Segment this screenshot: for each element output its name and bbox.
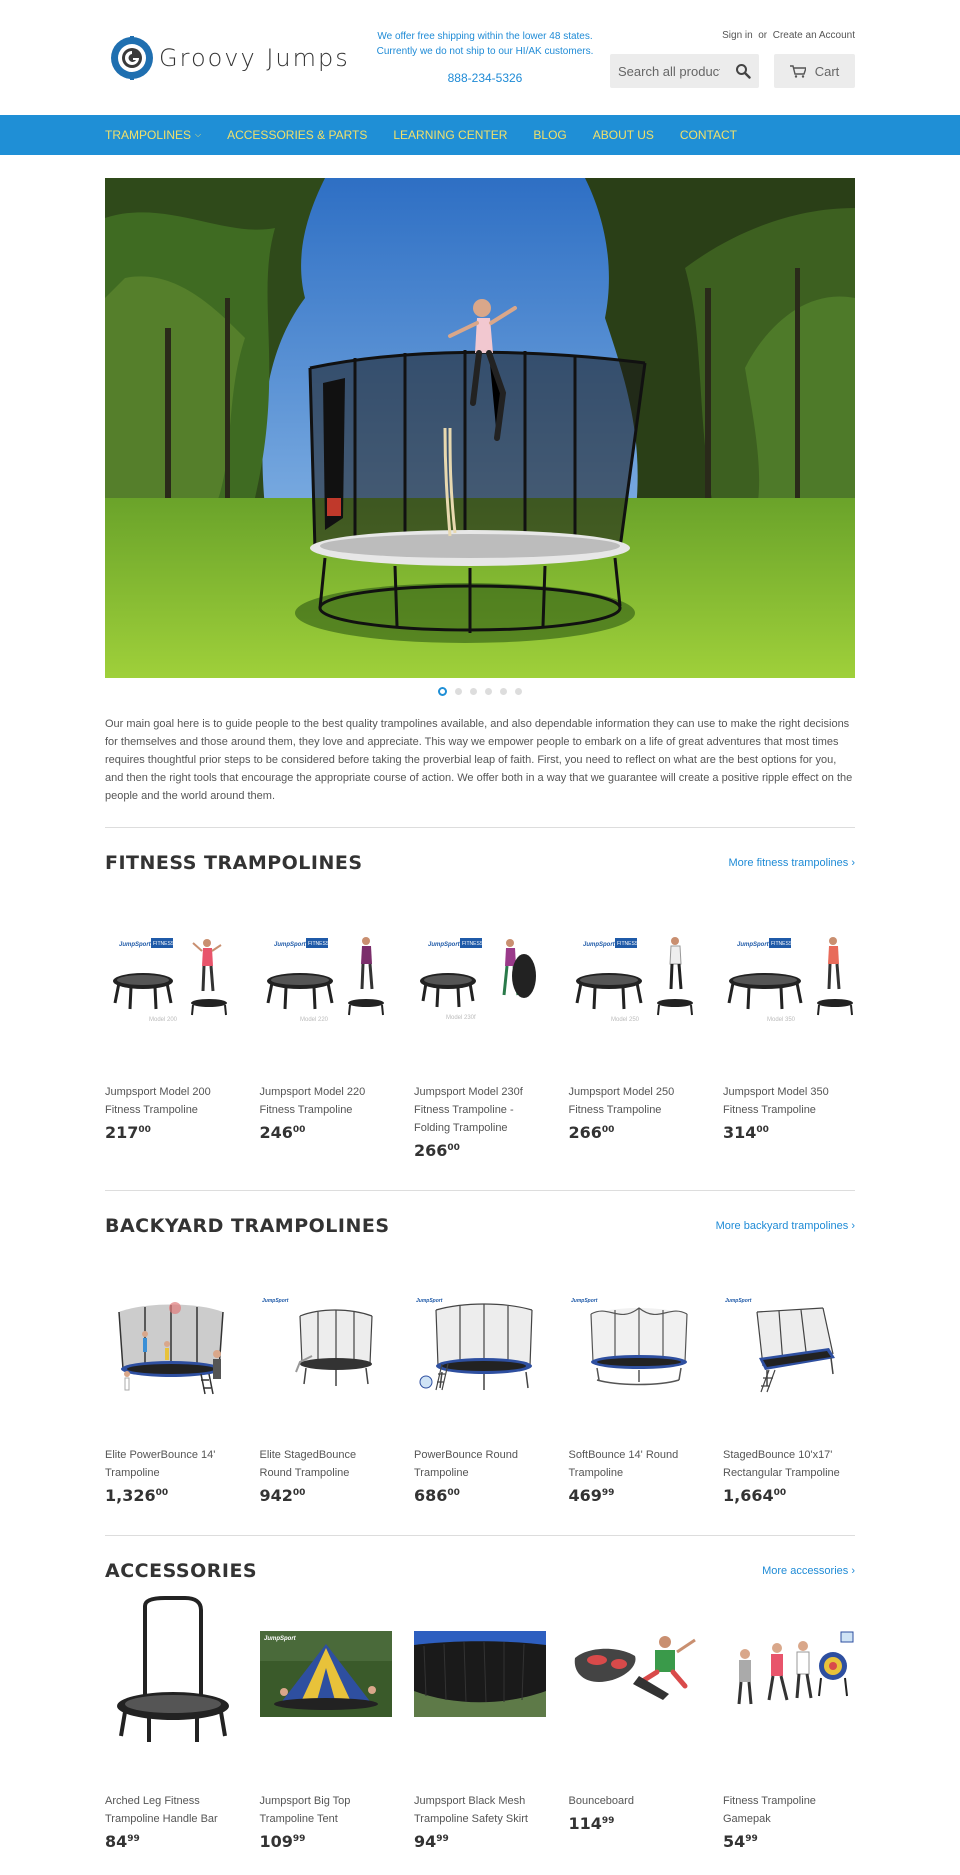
price-main: 217: [105, 1123, 139, 1142]
product-card[interactable]: [569, 931, 701, 1160]
price-cents: 99: [436, 1834, 449, 1844]
price-main: 942: [259, 1486, 293, 1505]
section-title: BACKYARD TRAMPOLINES: [105, 1215, 390, 1237]
product-price: [723, 1832, 855, 1851]
slider-dot[interactable]: [455, 688, 462, 695]
price-cents: 00: [773, 1488, 787, 1498]
price-cents: 99: [601, 1816, 615, 1826]
model-label: Model 230f: [446, 1015, 476, 1021]
nav-item-label: TRAMPOLINES: [105, 128, 192, 142]
product-card[interactable]: [260, 931, 392, 1160]
price-main: 314: [723, 1123, 757, 1142]
product-price: [569, 1814, 701, 1833]
price-cents: 00: [447, 1488, 460, 1498]
product-name[interactable]: Bounceboard: [568, 1795, 634, 1807]
logo-text: Groovy Jumps: [159, 44, 350, 72]
shipping-line-2: Currently we do not ship to our HI/AK customers.: [376, 46, 594, 57]
product-name[interactable]: Jumpsport Model 200 Fitness Trampoline: [105, 1086, 211, 1116]
hero-trampoline-illustration: [105, 178, 855, 678]
product-card[interactable]: [105, 1294, 237, 1505]
product-image: [723, 1596, 855, 1759]
price-cents: 99: [601, 1488, 615, 1498]
product-price: [260, 1832, 392, 1851]
product-name[interactable]: Jumpsport Model 250 Fitness Trampoline: [568, 1086, 675, 1116]
product-card[interactable]: [414, 1596, 546, 1851]
nav-item-label: CONTACT: [679, 128, 737, 142]
fitness-badge-text: FITNESS: [616, 941, 638, 947]
section-divider: [105, 1190, 855, 1191]
nav-item-label: LEARNING CENTER: [393, 128, 508, 142]
more-backyard-link[interactable]: More backyard trampolines ›: [715, 1220, 855, 1232]
slider-dot[interactable]: [515, 688, 522, 695]
shipping-notice: [375, 29, 595, 59]
model-label: Model 250: [610, 1017, 639, 1023]
brand-logo-text: JumpSport: [273, 942, 306, 948]
main-content: [105, 178, 855, 1851]
product-name[interactable]: Jumpsport Model 350 Fitness Trampoline: [723, 1086, 829, 1116]
product-name[interactable]: Elite PowerBounce 14' Trampoline: [105, 1449, 216, 1479]
account-links: [722, 30, 855, 41]
product-image: [569, 931, 701, 1051]
product-name[interactable]: StagedBounce 10'x17' Rectangular Trampoline: [723, 1449, 840, 1479]
nav-item-label: BLOG: [533, 128, 567, 142]
price-main: 94: [414, 1832, 437, 1851]
cart-icon: [790, 65, 806, 78]
model-label: Model 350: [767, 1017, 796, 1023]
nav-item-accessories-parts[interactable]: [227, 128, 367, 142]
product-price: [105, 1123, 237, 1142]
price-main: 84: [105, 1832, 128, 1851]
product-price: [414, 1141, 546, 1160]
product-name[interactable]: SoftBounce 14' Round Trampoline: [568, 1449, 679, 1479]
price-cents: 99: [292, 1834, 306, 1844]
brand-logo-text: JumpSport: [582, 942, 615, 948]
price-cents: 00: [292, 1125, 306, 1135]
product-price: [569, 1486, 701, 1505]
price-main: 1,326: [105, 1486, 156, 1505]
product-image: [569, 1596, 701, 1759]
price-cents: 00: [601, 1125, 615, 1135]
intro-paragraph: Our main goal here is to guide people to the best quality trampolines available, and also dependable information they can use to make the right decisions for themselves and those around them, they love and appreciate. This way we empower people to embark on a life of great adventures that most times requires thoughtful prior steps to be considered before taking the proverbial leap of faith. First, you need to reflect on what are the best options for you, and then the right tools that encourage the appropriate course of action. We offer both in a way that we guarantee will create a positive ripple effect on the people and the world around them.: [105, 718, 853, 802]
product-price: [105, 1486, 237, 1505]
price-main: 1,664: [723, 1486, 774, 1505]
price-main: 246: [259, 1123, 293, 1142]
product-card[interactable]: [723, 931, 855, 1160]
fitness-badge-text: FITNESS: [307, 941, 329, 947]
more-accessories-link[interactable]: More accessories ›: [762, 1565, 855, 1577]
product-card[interactable]: [569, 1596, 701, 1851]
product-price: [260, 1486, 392, 1505]
section-header: [105, 852, 855, 874]
fitness-section: [105, 852, 855, 1160]
product-price: [260, 1123, 392, 1142]
brand-logo-text: JumpSport: [261, 1298, 288, 1304]
section-divider: [105, 827, 855, 828]
product-image: [105, 1596, 237, 1759]
section-title: FITNESS TRAMPOLINES: [105, 852, 363, 874]
brand-logo-text: JumpSport: [570, 1298, 597, 1304]
logo[interactable]: [110, 36, 350, 80]
section-divider: [105, 1535, 855, 1536]
product-price: [723, 1123, 855, 1142]
slider-dot[interactable]: [438, 687, 447, 696]
brand-logo-text: JumpSport: [737, 942, 769, 948]
product-name[interactable]: Elite StagedBounce Round Trampoline: [259, 1449, 357, 1479]
product-card[interactable]: [569, 1294, 701, 1505]
price-main: 109: [259, 1832, 293, 1851]
product-card[interactable]: [414, 1294, 546, 1505]
model-label: Model 220: [299, 1017, 328, 1023]
hero-slide-image[interactable]: [105, 178, 855, 678]
product-name[interactable]: Jumpsport Model 230f Fitness Trampoline - Folding Trampoline: [414, 1086, 523, 1134]
price-cents: 00: [292, 1488, 306, 1498]
logo-mark-icon: [110, 36, 154, 80]
price-main: 469: [568, 1486, 602, 1505]
product-image: [105, 1294, 237, 1414]
nav-item-about-us[interactable]: [593, 128, 654, 142]
product-card[interactable]: [260, 1294, 392, 1505]
create-account-link[interactable]: Create an Account: [772, 30, 855, 41]
price-cents: 00: [756, 1125, 769, 1135]
product-price: [723, 1486, 855, 1505]
product-image: [260, 1596, 392, 1759]
search-icon[interactable]: [735, 63, 751, 79]
brand-logo-text: JumpSport: [428, 942, 460, 948]
product-name[interactable]: Jumpsport Model 220 Fitness Trampoline: [259, 1086, 366, 1116]
section-title: ACCESSORIES: [105, 1560, 258, 1582]
product-image: [260, 931, 392, 1051]
price-main: 114: [568, 1814, 602, 1833]
product-image: [105, 931, 237, 1051]
chevron-down-icon: ⌵: [195, 130, 202, 139]
nav-item-label: ABOUT US: [592, 128, 654, 142]
fitness-badge-text: FITNESS: [771, 941, 793, 947]
product-grid: [105, 1294, 855, 1505]
search-box: [610, 54, 759, 88]
price-cents: 99: [745, 1834, 758, 1844]
product-price: [569, 1123, 701, 1142]
slider-dot[interactable]: [500, 688, 507, 695]
product-grid: [105, 931, 855, 1160]
product-grid: [105, 1596, 855, 1851]
price-cents: 99: [127, 1834, 140, 1844]
shipping-line-1: We offer free shipping within the lower 48 states.: [377, 31, 593, 42]
product-name[interactable]: Jumpsport Black Mesh Trampoline Safety Skirt: [414, 1795, 528, 1825]
nav-item-learning-center[interactable]: [393, 128, 507, 142]
product-price: [414, 1832, 546, 1851]
search-input[interactable]: [610, 56, 720, 86]
product-card[interactable]: [723, 1294, 855, 1505]
site-header: [105, 0, 855, 115]
brand-logo-text: JumpSport: [263, 1636, 296, 1642]
product-name[interactable]: PowerBounce Round Trampoline: [414, 1449, 518, 1479]
phone-number[interactable]: 888-234-5326: [447, 71, 523, 85]
price-main: 266: [568, 1123, 602, 1142]
product-name[interactable]: Jumpsport Big Top Trampoline Tent: [259, 1795, 351, 1825]
product-card[interactable]: [723, 1596, 855, 1851]
price-main: 54: [723, 1832, 746, 1851]
slider-dot[interactable]: [470, 688, 477, 695]
more-fitness-link[interactable]: More fitness trampolines ›: [728, 857, 855, 869]
cart-label: Cart: [814, 63, 840, 79]
price-main: 266: [414, 1141, 448, 1160]
accessories-section: [105, 1560, 855, 1851]
product-image: [723, 931, 855, 1051]
brand-logo-text: JumpSport: [416, 1298, 443, 1304]
product-image: [569, 1294, 701, 1414]
product-name[interactable]: Fitness Trampoline Gamepak: [723, 1795, 816, 1825]
model-label: Model 200: [149, 1017, 178, 1023]
product-name[interactable]: Arched Leg Fitness Trampoline Handle Bar: [105, 1795, 218, 1825]
or-text: or: [758, 30, 768, 41]
sign-in-link[interactable]: Sign in: [722, 30, 753, 41]
nav-item-contact[interactable]: [680, 128, 737, 142]
product-image: [414, 1294, 546, 1414]
nav-item-label: ACCESSORIES & PARTS: [227, 128, 368, 142]
product-image: [260, 1294, 392, 1414]
cart-button[interactable]: [774, 54, 855, 88]
backyard-section: [105, 1215, 855, 1505]
slider-dot[interactable]: [485, 688, 492, 695]
product-card[interactable]: [414, 931, 546, 1160]
product-price: [105, 1832, 237, 1851]
fitness-badge-text: FITNESS: [153, 941, 175, 947]
main-nav: [0, 115, 960, 155]
product-image: [414, 931, 546, 1051]
price-main: 686: [414, 1486, 448, 1505]
section-header: [105, 1560, 855, 1582]
price-cents: 00: [155, 1488, 169, 1498]
nav-item-trampolines[interactable]: [105, 128, 201, 142]
section-header: [105, 1215, 855, 1237]
price-cents: 00: [447, 1143, 460, 1153]
product-image: [414, 1596, 546, 1759]
product-card[interactable]: [105, 931, 237, 1160]
product-card[interactable]: [105, 1596, 237, 1851]
nav-item-blog[interactable]: [533, 128, 566, 142]
brand-logo-text: JumpSport: [119, 942, 151, 948]
brand-logo-text: JumpSport: [725, 1298, 752, 1304]
product-card[interactable]: [260, 1596, 392, 1851]
price-cents: 00: [138, 1125, 151, 1135]
product-image: [723, 1294, 855, 1414]
slider-dots: [105, 688, 855, 698]
fitness-badge-text: FITNESS: [462, 941, 484, 947]
product-price: [414, 1486, 546, 1505]
